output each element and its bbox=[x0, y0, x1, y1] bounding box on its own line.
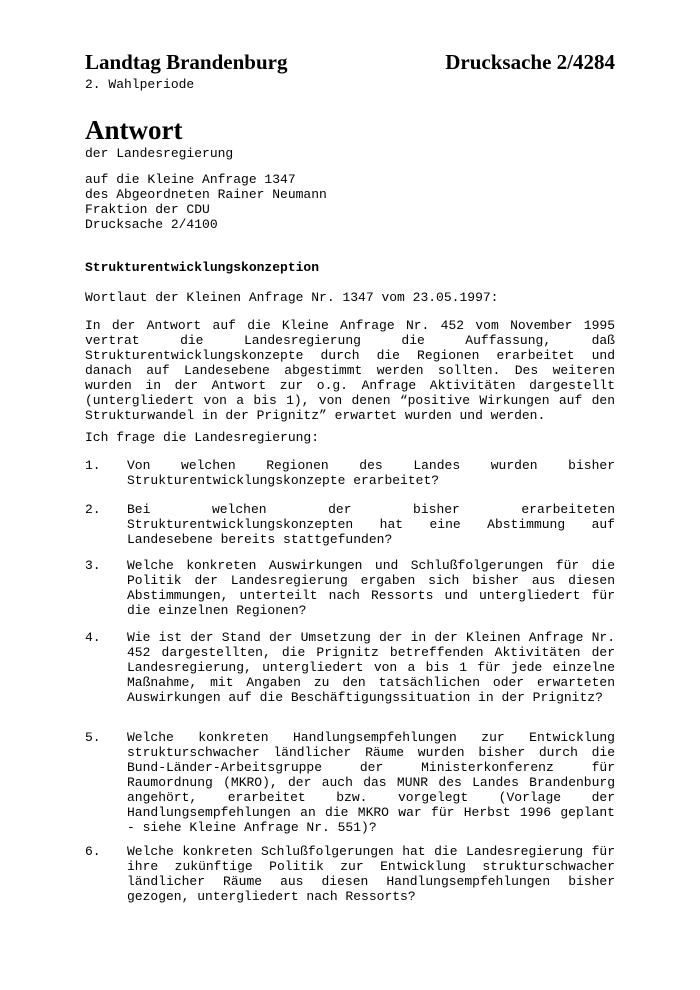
reference-line: auf die Kleine Anfrage 1347 bbox=[85, 172, 296, 187]
document-subtitle: der Landesregierung bbox=[85, 146, 234, 161]
question-intro: Ich frage die Landesregierung: bbox=[85, 430, 320, 445]
reference-line: des Abgeordneten Rainer Neumann bbox=[85, 187, 327, 202]
question-number: 4. bbox=[85, 630, 101, 645]
reference-line: Fraktion der CDU bbox=[85, 202, 210, 217]
wording-heading: Wortlaut der Kleinen Anfrage Nr. 1347 vom 23.05.1997: bbox=[85, 290, 499, 305]
question-number: 1. bbox=[85, 458, 101, 473]
question-number: 2. bbox=[85, 502, 101, 517]
question-text: Welche konkreten Auswirkungen und Schlußfolgerungen für die Politik der Landesregierung ergaben sich bisher aus diesen Abstimmungen, unterteilt nach Ressorts und untergliedert für die einzelnen Regionen? bbox=[127, 558, 615, 618]
print-number: Drucksache 2/4284 bbox=[445, 50, 615, 74]
document-title: Antwort bbox=[85, 115, 183, 145]
reference-line: Drucksache 2/4100 bbox=[85, 217, 218, 232]
question-text: Welche konkreten Handlungsempfehlungen zur Entwicklung strukturschwacher ländlicher Räume wurden bisher durch die Bund-Länder-Arbeitsgruppe der Ministerkonferenz für Raumordnung (MKRO), der auch das MUNR des Landes Brandenburg angehört, erarbeitet bzw. vorgelegt (Vorlage der Handlungsempfehlungen an die MKRO war für Herbst 1996 geplant - siehe Kleine Anfrage Nr. 551)? bbox=[127, 730, 615, 835]
parliament-name: Landtag Brandenburg bbox=[85, 50, 288, 74]
question-text: Welche konkreten Schlußfolgerungen hat die Landesregierung für ihre zukünftige Politik zur Entwicklung strukturschwacher ländlicher Räume aus diesen Handlungsempfehlungen bisher gezogen, untergliedert nach Ressorts? bbox=[127, 844, 615, 904]
legislative-period: 2. Wahlperiode bbox=[85, 77, 195, 92]
subject-heading: Strukturentwicklungskonzeption bbox=[85, 260, 320, 275]
question-number: 6. bbox=[85, 844, 101, 859]
document-header bbox=[85, 50, 615, 80]
intro-paragraph: In der Antwort auf die Kleine Anfrage Nr. 452 vom November 1995 vertrat die Landesregierung die Auffassung, daß Strukturentwicklungskonzepte durch die Regionen erarbeitet und danach auf Landesebene abgestimmt werden sollten. Des weiteren wurden in der Antwort zur o.g. Anfrage Aktivitäten dargestellt (untergliedert von a bis 1), von denen “positive Wirkungen auf den Strukturwandel in der Prignitz” erwartet wurden und werden. bbox=[85, 318, 615, 423]
inquiry-reference bbox=[85, 172, 327, 232]
question-text: Wie ist der Stand der Umsetzung der in der Kleinen Anfrage Nr. 452 dargestellten, die Prignitz betreffenden Aktivitäten der Landesregierung, untergliedert von a bis 1 für jede einzelne Maßnahme, mit Angaben zu den tatsächlichen oder erwarteten Auswirkungen auf die Beschäftigungssituation in der Prignitz? bbox=[127, 630, 615, 705]
question-number: 3. bbox=[85, 558, 101, 573]
question-number: 5. bbox=[85, 730, 101, 745]
question-text: Bei welchen der bisher erarbeiteten Strukturentwicklungskonzepten hat eine Abstimmung auf Landesebene bereits stattgefunden? bbox=[127, 502, 615, 547]
question-text: Von welchen Regionen des Landes wurden bisher Strukturentwicklungskonzepte erarbeitet? bbox=[127, 458, 615, 488]
